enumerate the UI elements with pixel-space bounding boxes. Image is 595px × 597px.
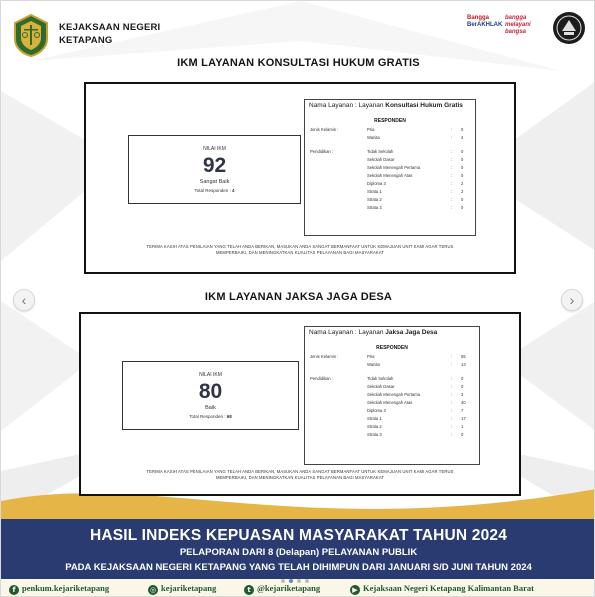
- responden-heading: RESPONDEN: [374, 118, 406, 124]
- respondent-row: [305, 424, 479, 431]
- ikm-label: NILAI IKM: [199, 372, 222, 378]
- row-item: Sekolah Menengah Pertama: [367, 392, 421, 397]
- footer-instagram[interactable]: [148, 583, 216, 595]
- row-item: Strata 1: [367, 416, 382, 421]
- service-prefix: Nama Layanan : Layanan: [309, 102, 386, 109]
- row-value: 4: [461, 135, 464, 140]
- carousel-dot-active[interactable]: [289, 579, 293, 583]
- respondent-row: [305, 189, 475, 196]
- row-colon: :: [451, 400, 453, 405]
- respondent-row: [305, 408, 479, 415]
- campaign-badges: [467, 15, 541, 39]
- ikm-label: NILAI IKM: [203, 146, 226, 152]
- twitter-icon: t: [244, 585, 254, 595]
- respondent-row: [305, 173, 475, 180]
- row-colon: :: [451, 392, 453, 397]
- row-value: 3: [461, 392, 464, 397]
- row-item: Sekolah Menengah Pertama: [367, 165, 421, 170]
- thanks-line2: MEMPERBAIKI, DAN MENINGKATKAN KUALITAS PELAYANAN BAGI MASYARAKAT: [215, 250, 385, 255]
- row-value: 2: [461, 181, 464, 186]
- row-colon: :: [451, 127, 453, 132]
- row-item: Tidak Sekolah: [367, 149, 394, 154]
- respondent-table-1: [304, 99, 476, 236]
- respondent-row: [305, 384, 479, 391]
- section-title-2: IKM LAYANAN JAKSA JAGA DESA: [204, 291, 393, 303]
- youtube-icon: ▶: [350, 585, 360, 595]
- respondent-rows: [305, 354, 479, 454]
- bangga-line2: melayani: [505, 22, 531, 28]
- ikm-category: Sangat Baik: [199, 179, 230, 185]
- row-item: Pria: [367, 127, 375, 132]
- row-group: Jenis Kelamin :: [310, 354, 339, 359]
- respondent-row: [305, 400, 479, 407]
- row-item: Tidak Sekolah: [367, 376, 394, 381]
- row-group: Pendidikan :: [310, 149, 334, 154]
- row-item: Strata 3: [367, 205, 382, 210]
- ikm-score: 80: [198, 380, 223, 403]
- row-item: Sekolah Menengah Atas: [367, 173, 413, 178]
- total-respondents-label: Total Responden :: [194, 188, 231, 193]
- service-prefix: Nama Layanan : Layanan: [309, 329, 386, 336]
- service-name-value: Konsultasi Hukum Gratis: [385, 102, 463, 109]
- row-item: Sekolah Dasar: [367, 157, 395, 162]
- row-colon: :: [451, 416, 453, 421]
- row-group: Jenis Kelamin :: [310, 127, 339, 132]
- row-colon: :: [451, 165, 453, 170]
- ikm-score-box-1: [128, 135, 301, 204]
- respondent-row: [305, 127, 475, 134]
- carousel-dot[interactable]: [281, 579, 285, 583]
- row-item: Wanita: [367, 362, 380, 367]
- row-value: 7: [461, 408, 464, 413]
- row-value: 0: [461, 165, 464, 170]
- total-respondents: [129, 188, 300, 193]
- berakhlak-line1: Bangga: [467, 15, 490, 21]
- footer-youtube[interactable]: [350, 583, 534, 595]
- row-colon: :: [451, 205, 453, 210]
- footer-instagram-text: kejariketapang: [161, 583, 217, 593]
- row-item: Sekolah Menengah Atas: [367, 400, 413, 405]
- org-name-line1: KEJAKSAAN NEGERI: [59, 22, 161, 33]
- row-colon: :: [451, 432, 453, 437]
- service-name: [305, 327, 479, 337]
- service-name: [305, 100, 475, 110]
- row-item: Strata 1: [367, 189, 382, 194]
- respondent-row: [305, 362, 479, 369]
- instagram-icon: ◎: [149, 586, 157, 594]
- footer-facebook-text: penkum.kejariketapang: [22, 583, 110, 593]
- footer-twitter-text: @kejariketapang: [257, 583, 321, 593]
- bangga-line3: bangsa: [505, 29, 527, 35]
- ikm-panel-1: [84, 82, 516, 274]
- total-respondents-label: Total Responden :: [189, 414, 226, 419]
- row-value: 13: [461, 362, 466, 367]
- respondent-row: [305, 416, 479, 423]
- row-value: 0: [461, 205, 464, 210]
- row-value: 0: [461, 149, 464, 154]
- row-colon: :: [451, 376, 453, 381]
- bangga-line1: bangga: [505, 15, 527, 21]
- org-name-line2: KETAPANG: [59, 35, 113, 46]
- row-value: 40: [461, 400, 466, 405]
- carousel-prev-button[interactable]: [13, 289, 35, 311]
- row-value: 0: [461, 157, 464, 162]
- org-name: [59, 21, 160, 47]
- respondent-row: [305, 135, 475, 142]
- carousel-next-button[interactable]: [561, 289, 583, 311]
- berakhlak-line2: BerAKHLAK: [467, 22, 503, 28]
- row-colon: :: [451, 408, 453, 413]
- respondent-row: [305, 149, 475, 156]
- row-value: 55: [461, 354, 466, 359]
- respondent-row: [305, 354, 479, 361]
- row-colon: :: [451, 362, 453, 367]
- row-value: 0: [461, 376, 464, 381]
- chevron-left-icon: ‹: [21, 292, 27, 308]
- respondent-rows: [305, 127, 475, 227]
- respondent-row: [305, 181, 475, 188]
- thanks-message-2: [101, 469, 499, 481]
- row-colon: :: [451, 149, 453, 154]
- row-value: 2: [461, 189, 464, 194]
- facebook-icon: f: [9, 585, 19, 595]
- total-respondents-value: 4: [232, 188, 235, 193]
- respondent-row: [305, 432, 479, 439]
- thanks-line1: TERIMA KASIH ATAS PENILAIAN YANG TELAH ANDA BERIKAN, MASUKAN ANDA SANGAT BERMANFAAT UNTUK KEMAJUAN UNIT KAMI AGAR TERUS: [146, 469, 454, 474]
- row-item: Pria: [367, 354, 375, 359]
- respondent-row: [305, 197, 475, 204]
- row-value: 0: [461, 432, 464, 437]
- thanks-line2: MEMPERBAIKI, DAN MENINGKATKAN KUALITAS PELAYANAN BAGI MASYARAKAT: [215, 475, 385, 480]
- bangga-melayani-badge: [505, 15, 531, 36]
- thanks-line1: TERIMA KASIH ATAS PENILAIAN YANG TELAH ANDA BERIKAN, MASUKAN ANDA SANGAT BERMANFAAT UNTUK KEMAJUAN UNIT KAMI AGAR TERUS: [146, 244, 454, 249]
- row-item: Strata 2: [367, 197, 382, 202]
- section-title-1: IKM LAYANAN KONSULTASI HUKUM GRATIS: [177, 57, 420, 69]
- row-colon: :: [451, 384, 453, 389]
- total-respondents-value: 68: [226, 414, 232, 419]
- row-colon: :: [451, 354, 453, 359]
- row-value: 17: [461, 416, 466, 421]
- footer-youtube-text: Kejaksaan Negeri Ketapang Kalimantan Barat: [363, 583, 534, 593]
- ikm-category: Baik: [205, 405, 216, 411]
- carousel-dot[interactable]: [297, 579, 301, 583]
- row-value: 1: [461, 424, 464, 429]
- ikm-panel-2: [79, 312, 521, 496]
- berakhlak-badge: [467, 15, 502, 29]
- row-colon: :: [451, 157, 453, 162]
- carousel-indicator: [281, 579, 317, 585]
- row-item: Strata 2: [367, 424, 382, 429]
- responden-heading: RESPONDEN: [376, 345, 408, 351]
- thanks-message-1: [106, 244, 494, 256]
- row-item: Wanita: [367, 135, 380, 140]
- banner-title: HASIL INDEKS KEPUASAN MASYARAKAT TAHUN 2024: [89, 527, 508, 544]
- row-item: Sekolah Dasar: [367, 384, 395, 389]
- service-name-value: Jaksa Jaga Desa: [385, 329, 438, 336]
- row-item: Strata 3: [367, 432, 382, 437]
- footer-facebook[interactable]: [9, 583, 109, 595]
- row-colon: :: [451, 197, 453, 202]
- ikm-score-box-2: [122, 361, 299, 430]
- row-value: 0: [461, 197, 464, 202]
- kejaksaan-logo: [11, 13, 51, 57]
- emblem-logo: [552, 11, 586, 45]
- banner-subtitle-1: PELAPORAN DARI 8 (Delapan) PELAYANAN PUBLIK: [179, 547, 418, 558]
- row-value: 0: [461, 173, 464, 178]
- row-colon: :: [451, 181, 453, 186]
- row-group: Pendidikan :: [310, 376, 334, 381]
- row-value: 0: [461, 127, 464, 132]
- ikm-score: 92: [202, 154, 227, 177]
- row-item: Diploma 3: [367, 181, 386, 186]
- row-item: Diploma 3: [367, 408, 386, 413]
- chevron-right-icon: ›: [569, 292, 575, 308]
- row-colon: :: [451, 189, 453, 194]
- respondent-row: [305, 376, 479, 383]
- total-respondents: [123, 414, 298, 419]
- row-colon: :: [451, 424, 453, 429]
- row-colon: :: [451, 173, 453, 178]
- respondent-table-2: [304, 326, 480, 465]
- respondent-row: [305, 392, 479, 399]
- respondent-row: [305, 205, 475, 212]
- respondent-row: [305, 165, 475, 172]
- banner-subtitle-2: PADA KEJAKSAAN NEGERI KETAPANG YANG TELAH DIHIMPUN DARI JANUARI S/D JUNI TAHUN 2024: [65, 562, 532, 573]
- row-value: 0: [461, 384, 464, 389]
- carousel-dot[interactable]: [305, 579, 309, 583]
- row-colon: :: [451, 135, 453, 140]
- respondent-row: [305, 157, 475, 164]
